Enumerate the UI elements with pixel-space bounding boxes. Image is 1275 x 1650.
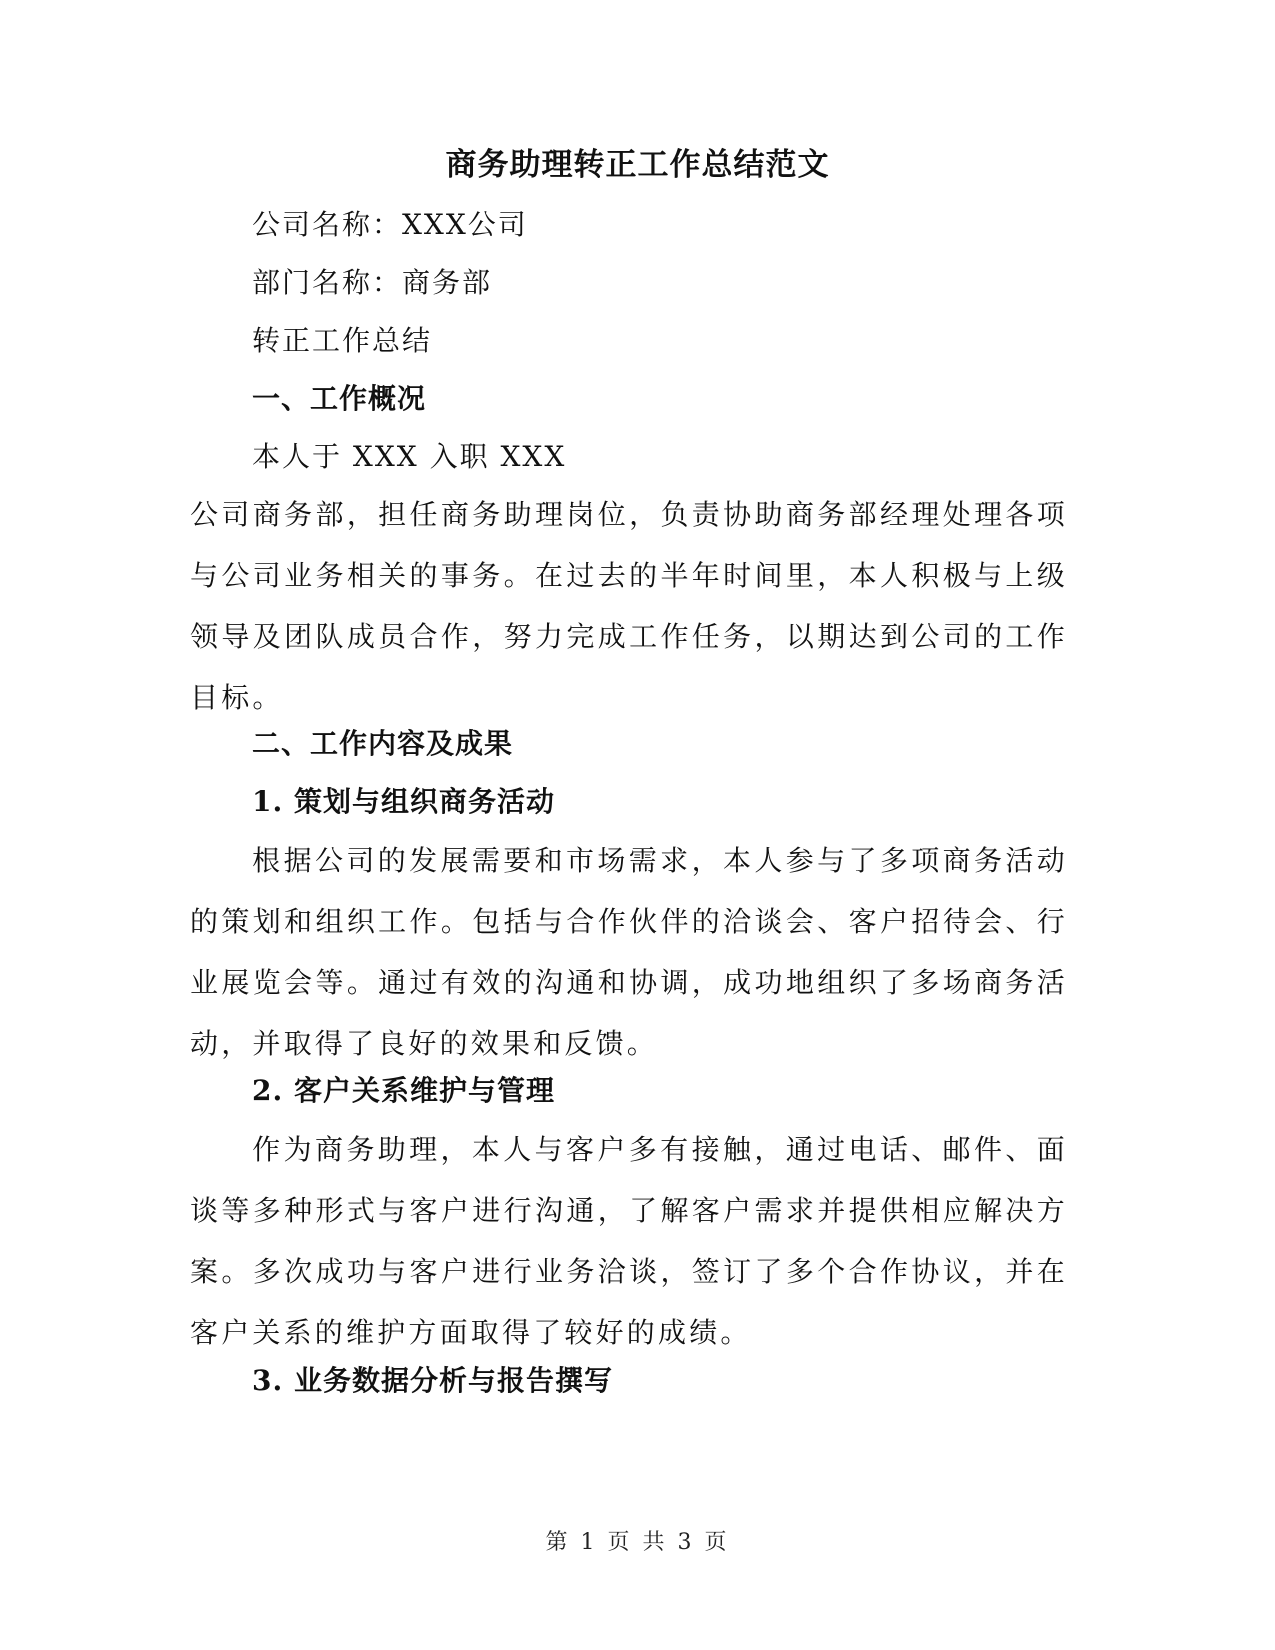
item-1-heading: 1. 策划与组织商务活动 — [252, 785, 555, 818]
department-name-line: 部门名称：商务部 — [252, 266, 493, 299]
page-indicator: 第 1 页 共 3 页 — [545, 1530, 730, 1555]
section-1-heading: 一、工作概况 — [252, 382, 427, 415]
item-3-heading: 3. 业务数据分析与报告撰写 — [252, 1364, 613, 1397]
item-2-heading: 2. 客户关系维护与管理 — [252, 1074, 555, 1107]
item-1-paragraph-text: 根据公司的发展需要和市场需求，本人参与了多项商务活动的策划和组织工作。包括与合作伙伴的洽谈会、客户招待会、行业展览会等。通过有效的沟通和协调，成功地组织了多场商务活动，并取得了良好的效果和反馈。 — [190, 844, 1068, 1060]
section-2-heading: 二、工作内容及成果 — [252, 727, 514, 760]
section-1-paragraph: 公司商务部，担任商务助理岗位，负责协助商务部经理处理各项与公司业务相关的事务。在过去的半年时间里，本人积极与上级领导及团队成员合作，努力完成工作任务，以期达到公司的工作目标。 — [190, 498, 1068, 714]
item-2-paragraph-text: 作为商务助理，本人与客户多有接触，通过电话、邮件、面谈等多种形式与客户进行沟通，了解客户需求并提供相应解决方案。多次成功与客户进行业务洽谈，签订了多个合作协议，并在客户关系的维护方面取得了较好的成绩。 — [190, 1133, 1068, 1349]
item-2-paragraph — [190, 1119, 1068, 1363]
section-1-intro-line: 本人于 XXX 入职 XXX — [252, 440, 567, 473]
company-name-line: 公司名称：XXX公司 — [252, 208, 528, 241]
document-title: 商务助理转正工作总结范文 — [445, 147, 830, 183]
document-subtitle: 转正工作总结 — [252, 324, 433, 357]
item-1-paragraph — [190, 830, 1068, 1074]
